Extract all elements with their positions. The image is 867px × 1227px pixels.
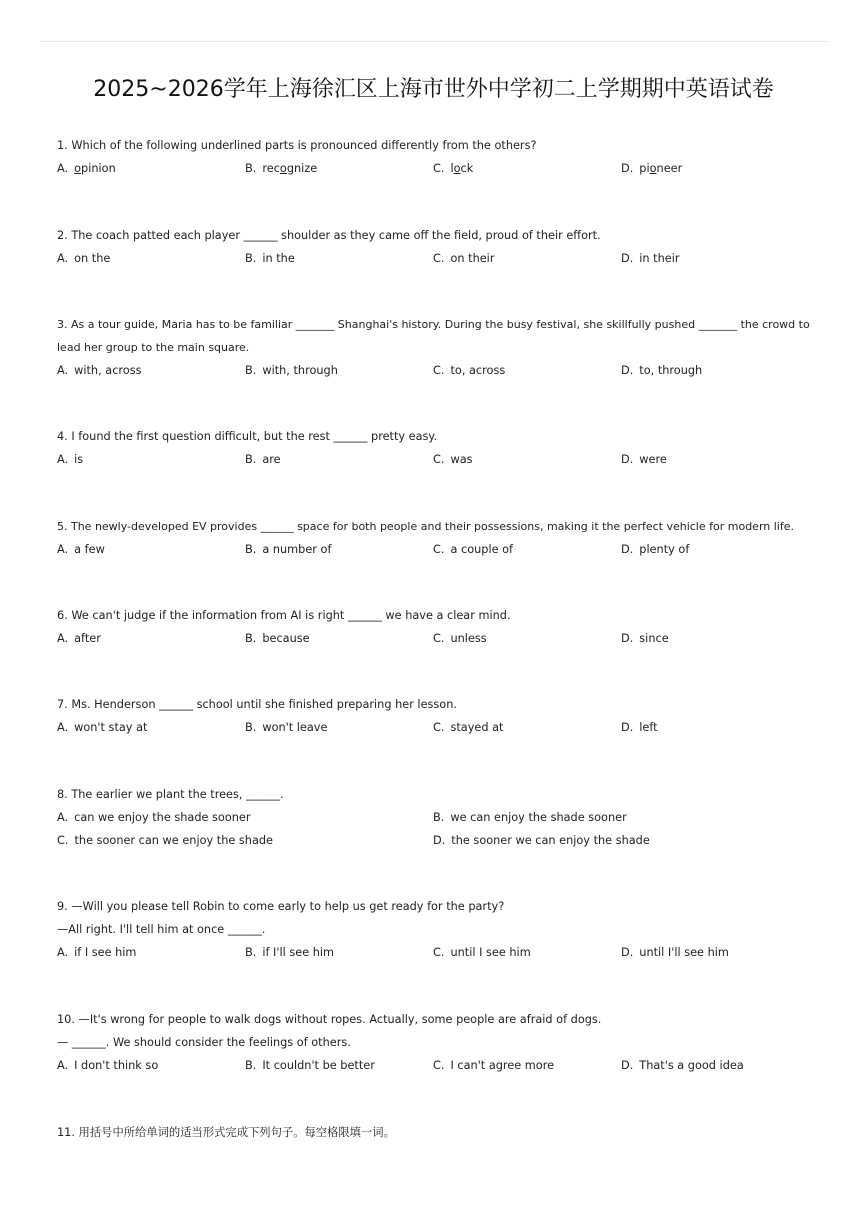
option-a[interactable]: A. with, across	[57, 364, 142, 377]
option-c[interactable]: C. stayed at	[433, 721, 504, 734]
option-b[interactable]: B. in the	[245, 252, 295, 265]
question-9	[57, 895, 827, 964]
option-c[interactable]: C. I can't agree more	[433, 1059, 555, 1072]
option-a[interactable]: A. can we enjoy the shade sooner	[57, 811, 251, 824]
option-c[interactable]: C. to, across	[433, 364, 506, 377]
options-row	[57, 941, 827, 964]
option-b[interactable]: B. are	[245, 453, 281, 466]
options-row	[57, 627, 827, 650]
question-8	[57, 783, 827, 852]
underlined-part: o	[649, 162, 657, 175]
option-b[interactable]: B. a number of	[245, 543, 332, 556]
option-a[interactable]: A. won't stay at	[57, 721, 148, 734]
question-stem-line-1: 3. As a tour guide, Maria has to be familiar _______ Shanghai's history. During the busy festival, she skillfully pushed _______ the crowd to	[57, 318, 810, 331]
question-stem-line-1: 9. —Will you please tell Robin to come early to help us get ready for the party?	[57, 900, 505, 913]
options-row	[57, 359, 827, 382]
option-b[interactable]: B. won't leave	[245, 721, 328, 734]
option-a[interactable]: A. if I see him	[57, 946, 137, 959]
option-c[interactable]: C. lock	[433, 162, 474, 175]
underlined-part: o	[279, 162, 287, 175]
options-row	[57, 1054, 827, 1077]
question-stem: 8. The earlier we plant the trees, ______.	[57, 788, 284, 801]
question-stem: 2. The coach patted each player ______ shoulder as they came off the field, proud of their effort.	[57, 229, 601, 242]
question-1	[57, 134, 827, 180]
header-divider	[40, 41, 827, 42]
question-7	[57, 693, 827, 739]
question-stem: 5. The newly-developed EV provides ______ space for both people and their possessions, making it the perfect vehicle for modern life.	[57, 520, 794, 533]
options-row	[57, 538, 827, 561]
options-row	[57, 247, 827, 270]
option-d[interactable]: D. pioneer	[621, 162, 683, 175]
question-11	[57, 1121, 827, 1144]
question-10	[57, 1008, 827, 1077]
option-b[interactable]: B. recognize	[245, 162, 318, 175]
option-d[interactable]: D. left	[621, 721, 658, 734]
option-c[interactable]: C. a couple of	[433, 543, 514, 556]
option-c[interactable]: C. the sooner can we enjoy the shade	[57, 834, 273, 847]
question-stem-line-2: —All right. I'll tell him at once ______.	[57, 923, 266, 936]
question-stem: 11. 用括号中所给单词的适当形式完成下列句子。每空格限填一词。	[57, 1126, 395, 1139]
question-stem-line-1: 10. —It's wrong for people to walk dogs without ropes. Actually, some people are afraid of dogs.	[57, 1013, 602, 1026]
options-row	[57, 157, 827, 180]
option-d[interactable]: D. since	[621, 632, 669, 645]
question-6	[57, 604, 827, 650]
question-stem: 4. I found the first question difficult, but the rest ______ pretty easy.	[57, 430, 438, 443]
question-stem-line-2: lead her group to the main square.	[57, 341, 250, 354]
question-2	[57, 224, 827, 270]
option-b[interactable]: B. It couldn't be better	[245, 1059, 375, 1072]
question-stem: 7. Ms. Henderson ______ school until she finished preparing her lesson.	[57, 698, 457, 711]
option-a[interactable]: A. I don't think so	[57, 1059, 159, 1072]
option-b[interactable]: B. we can enjoy the shade sooner	[433, 811, 627, 824]
question-stem: 1. Which of the following underlined parts is pronounced differently from the others?	[57, 139, 537, 152]
underlined-part: o	[74, 162, 82, 175]
option-c[interactable]: C. until I see him	[433, 946, 531, 959]
option-a[interactable]: A. after	[57, 632, 101, 645]
option-d[interactable]: D. plenty of	[621, 543, 690, 556]
option-d[interactable]: D. the sooner we can enjoy the shade	[433, 834, 650, 847]
question-4	[57, 425, 827, 471]
option-c[interactable]: C. was	[433, 453, 473, 466]
option-a[interactable]: A. is	[57, 453, 84, 466]
option-a[interactable]: A. on the	[57, 252, 111, 265]
option-d[interactable]: D. to, through	[621, 364, 703, 377]
option-c[interactable]: C. unless	[433, 632, 487, 645]
question-stem: 6. We can't judge if the information from AI is right ______ we have a clear mind.	[57, 609, 511, 622]
question-3	[57, 313, 827, 382]
option-d[interactable]: D. were	[621, 453, 667, 466]
option-b[interactable]: B. with, through	[245, 364, 338, 377]
option-b[interactable]: B. because	[245, 632, 310, 645]
option-d[interactable]: D. in their	[621, 252, 680, 265]
options-row	[57, 716, 827, 739]
options-row	[57, 448, 827, 471]
option-c[interactable]: C. on their	[433, 252, 495, 265]
options-row-1	[57, 806, 827, 829]
underlined-part: o	[453, 162, 461, 175]
option-d[interactable]: D. That's a good idea	[621, 1059, 744, 1072]
option-d[interactable]: D. until I'll see him	[621, 946, 729, 959]
question-stem-line-2: — ______. We should consider the feelings of others.	[57, 1036, 351, 1049]
options-row-2	[57, 829, 827, 852]
exam-title: 2025~2026学年上海徐汇区上海市世外中学初二上学期期中英语试卷	[93, 77, 774, 102]
option-a[interactable]: A. a few	[57, 543, 105, 556]
option-b[interactable]: B. if I'll see him	[245, 946, 335, 959]
question-5	[57, 515, 827, 561]
option-a[interactable]: A. opinion	[57, 162, 116, 175]
